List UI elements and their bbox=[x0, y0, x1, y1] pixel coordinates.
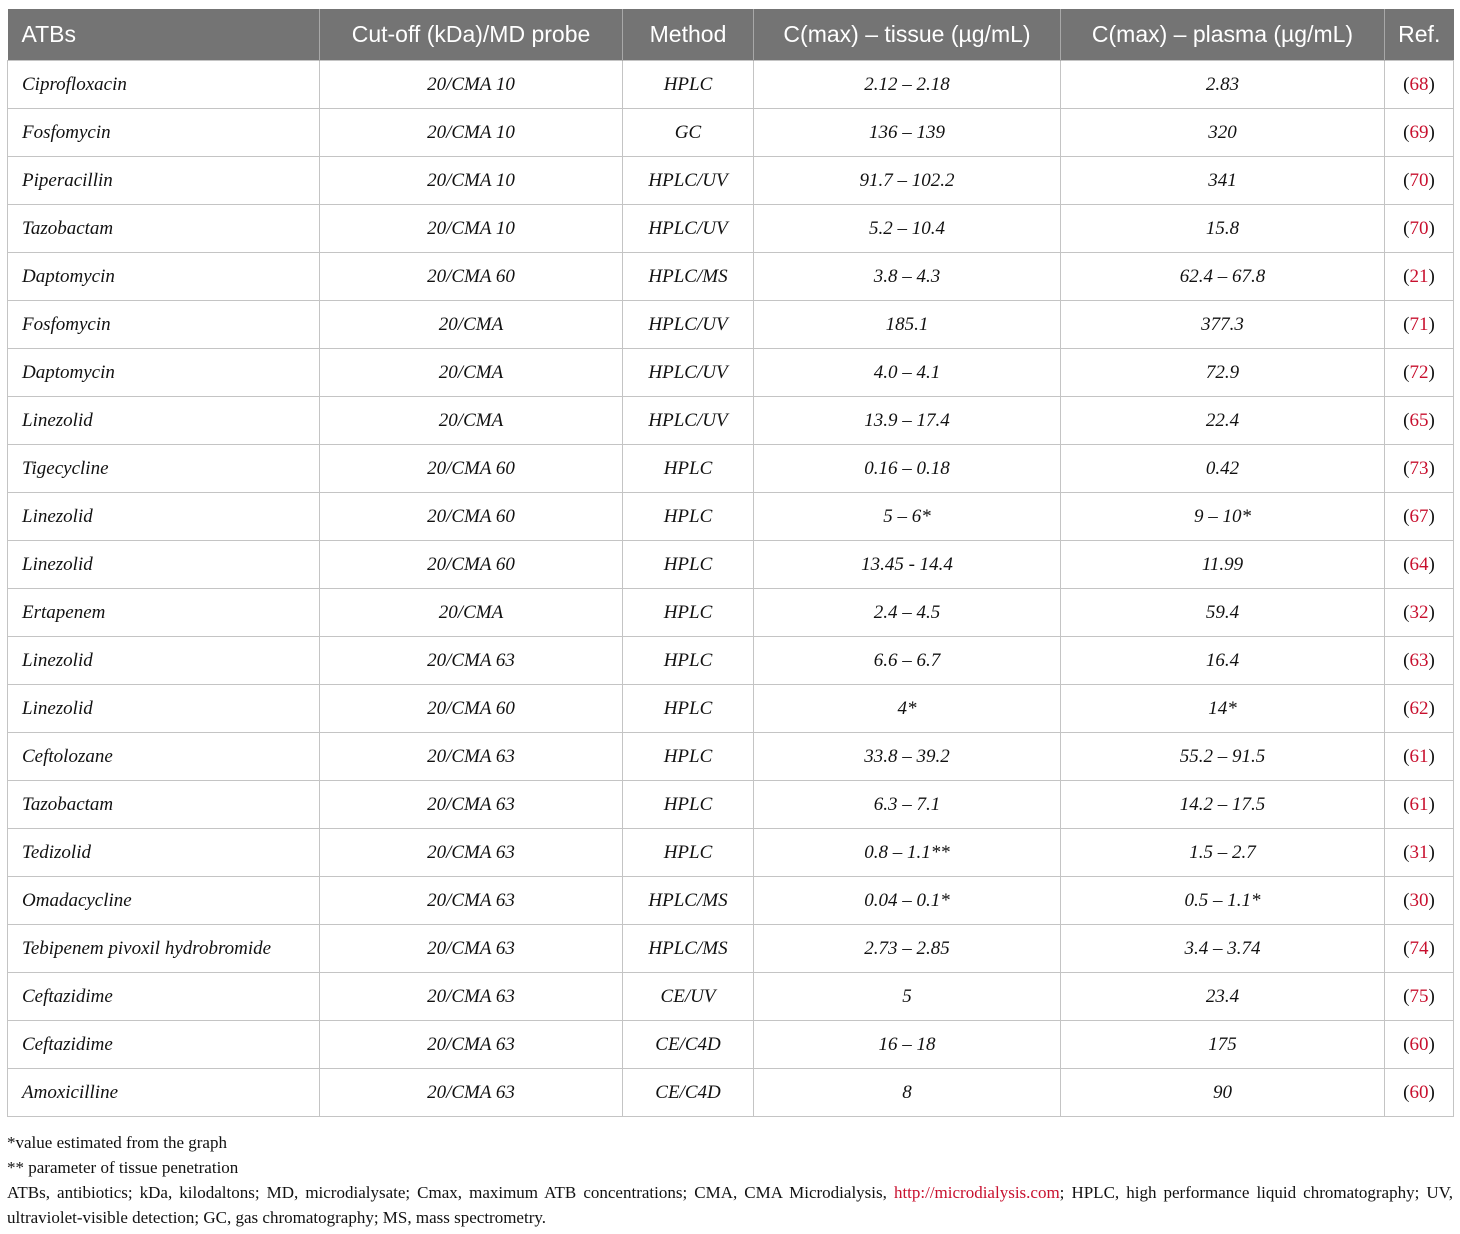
cell-atb: Ciprofloxacin bbox=[8, 61, 320, 109]
cell-cmax-tissue: 136 – 139 bbox=[754, 109, 1061, 157]
reference-link[interactable]: 31 bbox=[1409, 841, 1429, 863]
cell-cutoff-probe: 20/CMA 63 bbox=[320, 877, 623, 925]
cell-cmax-tissue: 2.73 – 2.85 bbox=[754, 925, 1061, 973]
header-cmax-tissue: C(max) – tissue (µg/mL) bbox=[754, 9, 1061, 61]
cell-atb: Linezolid bbox=[8, 685, 320, 733]
cell-ref: (30) bbox=[1385, 877, 1454, 925]
reference-link[interactable]: 64 bbox=[1409, 553, 1429, 575]
cell-cmax-tissue: 33.8 – 39.2 bbox=[754, 733, 1061, 781]
table-row bbox=[8, 733, 1454, 781]
reference-link[interactable]: 71 bbox=[1409, 313, 1429, 335]
cell-atb: Fosfomycin bbox=[8, 301, 320, 349]
cell-atb: Daptomycin bbox=[8, 253, 320, 301]
header-ref: Ref. bbox=[1385, 9, 1454, 61]
cell-ref: (75) bbox=[1385, 973, 1454, 1021]
cell-cmax-tissue: 5.2 – 10.4 bbox=[754, 205, 1061, 253]
cell-cutoff-probe: 20/CMA 60 bbox=[320, 685, 623, 733]
cell-atb: Ceftazidime bbox=[8, 1021, 320, 1069]
cell-atb: Ceftolozane bbox=[8, 733, 320, 781]
cell-method: HPLC bbox=[623, 445, 754, 493]
reference-link[interactable]: 65 bbox=[1409, 409, 1429, 431]
cell-method: HPLC/UV bbox=[623, 397, 754, 445]
cell-method: GC bbox=[623, 109, 754, 157]
cell-cmax-plasma: 59.4 bbox=[1061, 589, 1385, 637]
reference-link[interactable]: 75 bbox=[1409, 985, 1429, 1007]
reference-link[interactable]: 70 bbox=[1409, 217, 1429, 239]
cell-atb: Piperacillin bbox=[8, 157, 320, 205]
reference-link[interactable]: 67 bbox=[1409, 505, 1429, 527]
cell-ref: (61) bbox=[1385, 781, 1454, 829]
cell-cmax-tissue: 2.12 – 2.18 bbox=[754, 61, 1061, 109]
cell-atb: Tebipenem pivoxil hydrobromide bbox=[8, 925, 320, 973]
cell-cutoff-probe: 20/CMA 60 bbox=[320, 493, 623, 541]
table-row bbox=[8, 637, 1454, 685]
cell-method: CE/C4D bbox=[623, 1069, 754, 1117]
cell-method: HPLC/UV bbox=[623, 349, 754, 397]
table-row bbox=[8, 445, 1454, 493]
table-row bbox=[8, 349, 1454, 397]
cell-cmax-tissue: 13.45 - 14.4 bbox=[754, 541, 1061, 589]
abbreviations-text-end: ; HPLC, high performance liquid chromatography; UV, ultraviolet-visible detection; GC, gas chromatography; MS, mass spectrometry. bbox=[7, 1183, 1453, 1227]
cell-cmax-tissue: 4.0 – 4.1 bbox=[754, 349, 1061, 397]
cell-cmax-plasma: 14* bbox=[1061, 685, 1385, 733]
cell-method: CE/UV bbox=[623, 973, 754, 1021]
cell-cutoff-probe: 20/CMA 63 bbox=[320, 973, 623, 1021]
cell-cutoff-probe: 20/CMA bbox=[320, 301, 623, 349]
cell-method: HPLC/MS bbox=[623, 253, 754, 301]
cell-method: HPLC/MS bbox=[623, 925, 754, 973]
table-row bbox=[8, 109, 1454, 157]
cell-cmax-tissue: 2.4 – 4.5 bbox=[754, 589, 1061, 637]
cell-atb: Daptomycin bbox=[8, 349, 320, 397]
table-row bbox=[8, 253, 1454, 301]
cell-ref: (21) bbox=[1385, 253, 1454, 301]
cell-cmax-plasma: 62.4 – 67.8 bbox=[1061, 253, 1385, 301]
cell-atb: Linezolid bbox=[8, 397, 320, 445]
cell-method: HPLC bbox=[623, 493, 754, 541]
reference-link[interactable]: 69 bbox=[1409, 121, 1429, 143]
cell-atb: Tazobactam bbox=[8, 205, 320, 253]
cell-ref: (70) bbox=[1385, 157, 1454, 205]
cell-cmax-tissue: 0.8 – 1.1** bbox=[754, 829, 1061, 877]
table-row bbox=[8, 1021, 1454, 1069]
cell-ref: (60) bbox=[1385, 1069, 1454, 1117]
table-row bbox=[8, 1069, 1454, 1117]
cell-cutoff-probe: 20/CMA 10 bbox=[320, 205, 623, 253]
footnote-abbreviations bbox=[7, 1180, 1453, 1230]
cell-cutoff-probe: 20/CMA bbox=[320, 397, 623, 445]
cell-atb: Amoxicilline bbox=[8, 1069, 320, 1117]
table-row bbox=[8, 589, 1454, 637]
cell-cutoff-probe: 20/CMA 60 bbox=[320, 541, 623, 589]
header-cutoff: Cut-off (kDa)/MD probe bbox=[320, 9, 623, 61]
cell-cmax-plasma: 341 bbox=[1061, 157, 1385, 205]
table-row bbox=[8, 877, 1454, 925]
cell-method: HPLC bbox=[623, 61, 754, 109]
cell-ref: (65) bbox=[1385, 397, 1454, 445]
cell-cutoff-probe: 20/CMA 10 bbox=[320, 109, 623, 157]
cell-cmax-plasma: 2.83 bbox=[1061, 61, 1385, 109]
table-row bbox=[8, 397, 1454, 445]
cell-ref: (73) bbox=[1385, 445, 1454, 493]
abbreviations-text: ATBs, antibiotics; kDa, kilodaltons; MD, microdialysate; Cmax, maximum ATB concentrations; CMA, CMA Microdialysis, bbox=[7, 1183, 894, 1202]
cell-method: HPLC bbox=[623, 589, 754, 637]
reference-link[interactable]: 32 bbox=[1409, 601, 1429, 623]
cell-cmax-plasma: 15.8 bbox=[1061, 205, 1385, 253]
cell-cmax-plasma: 11.99 bbox=[1061, 541, 1385, 589]
cell-cutoff-probe: 20/CMA bbox=[320, 589, 623, 637]
header-cmax-plasma: C(max) – plasma (µg/mL) bbox=[1061, 9, 1385, 61]
cell-cmax-tissue: 185.1 bbox=[754, 301, 1061, 349]
reference-link[interactable]: 73 bbox=[1409, 457, 1429, 479]
cell-cmax-tissue: 4* bbox=[754, 685, 1061, 733]
cell-atb: Tazobactam bbox=[8, 781, 320, 829]
cell-method: HPLC bbox=[623, 637, 754, 685]
header-method: Method bbox=[623, 9, 754, 61]
cell-cutoff-probe: 20/CMA 10 bbox=[320, 61, 623, 109]
cell-cmax-tissue: 6.6 – 6.7 bbox=[754, 637, 1061, 685]
cell-cutoff-probe: 20/CMA 60 bbox=[320, 445, 623, 493]
reference-link[interactable]: 60 bbox=[1409, 1081, 1429, 1103]
cell-ref: (61) bbox=[1385, 733, 1454, 781]
cell-cutoff-probe: 20/CMA 63 bbox=[320, 733, 623, 781]
cell-cmax-tissue: 3.8 – 4.3 bbox=[754, 253, 1061, 301]
cell-atb: Omadacycline bbox=[8, 877, 320, 925]
cell-method: HPLC bbox=[623, 541, 754, 589]
cell-ref: (71) bbox=[1385, 301, 1454, 349]
cell-ref: (67) bbox=[1385, 493, 1454, 541]
cell-atb: Linezolid bbox=[8, 637, 320, 685]
cell-method: HPLC bbox=[623, 829, 754, 877]
cell-cmax-plasma: 9 – 10* bbox=[1061, 493, 1385, 541]
table-row bbox=[8, 973, 1454, 1021]
cell-atb: Tigecycline bbox=[8, 445, 320, 493]
cell-cmax-tissue: 6.3 – 7.1 bbox=[754, 781, 1061, 829]
cell-method: HPLC/UV bbox=[623, 157, 754, 205]
table-row bbox=[8, 301, 1454, 349]
reference-link[interactable]: 61 bbox=[1409, 793, 1429, 815]
cell-method: HPLC/UV bbox=[623, 205, 754, 253]
cell-cmax-tissue: 0.16 – 0.18 bbox=[754, 445, 1061, 493]
cell-atb: Linezolid bbox=[8, 541, 320, 589]
cell-cutoff-probe: 20/CMA 60 bbox=[320, 253, 623, 301]
cell-atb: Fosfomycin bbox=[8, 109, 320, 157]
reference-link[interactable]: 62 bbox=[1409, 697, 1429, 719]
cell-cutoff-probe: 20/CMA 10 bbox=[320, 157, 623, 205]
cell-ref: (32) bbox=[1385, 589, 1454, 637]
table-footnotes bbox=[7, 1130, 1453, 1230]
cell-cmax-plasma: 22.4 bbox=[1061, 397, 1385, 445]
cell-cmax-tissue: 5 bbox=[754, 973, 1061, 1021]
cell-cutoff-probe: 20/CMA 63 bbox=[320, 829, 623, 877]
table-row bbox=[8, 685, 1454, 733]
reference-link[interactable]: 68 bbox=[1409, 73, 1429, 95]
cell-method: CE/C4D bbox=[623, 1021, 754, 1069]
header-atbs: ATBs bbox=[8, 9, 320, 61]
table-container bbox=[7, 9, 1453, 1117]
cell-atb: Linezolid bbox=[8, 493, 320, 541]
cell-cmax-plasma: 14.2 – 17.5 bbox=[1061, 781, 1385, 829]
cell-cmax-plasma: 320 bbox=[1061, 109, 1385, 157]
cell-cmax-plasma: 377.3 bbox=[1061, 301, 1385, 349]
cell-method: HPLC bbox=[623, 733, 754, 781]
reference-link[interactable]: 60 bbox=[1409, 1033, 1429, 1055]
footnote-penetration: ** parameter of tissue penetration bbox=[7, 1158, 239, 1177]
cell-cmax-plasma: 1.5 – 2.7 bbox=[1061, 829, 1385, 877]
cell-cmax-tissue: 91.7 – 102.2 bbox=[754, 157, 1061, 205]
cell-ref: (74) bbox=[1385, 925, 1454, 973]
cell-cmax-plasma: 0.5 – 1.1* bbox=[1061, 877, 1385, 925]
reference-link[interactable]: 70 bbox=[1409, 169, 1429, 191]
cell-method: HPLC bbox=[623, 781, 754, 829]
cell-cmax-plasma: 23.4 bbox=[1061, 973, 1385, 1021]
cell-cmax-plasma: 16.4 bbox=[1061, 637, 1385, 685]
cell-cmax-plasma: 0.42 bbox=[1061, 445, 1385, 493]
cell-cutoff-probe: 20/CMA 63 bbox=[320, 1021, 623, 1069]
reference-link[interactable]: 63 bbox=[1409, 649, 1429, 671]
cell-ref: (70) bbox=[1385, 205, 1454, 253]
table-row bbox=[8, 829, 1454, 877]
cell-ref: (60) bbox=[1385, 1021, 1454, 1069]
cell-ref: (68) bbox=[1385, 61, 1454, 109]
cell-cutoff-probe: 20/CMA 63 bbox=[320, 925, 623, 973]
cell-method: HPLC/MS bbox=[623, 877, 754, 925]
cell-cmax-tissue: 13.9 – 17.4 bbox=[754, 397, 1061, 445]
cell-atb: Ertapenem bbox=[8, 589, 320, 637]
cell-cmax-plasma: 90 bbox=[1061, 1069, 1385, 1117]
footnote-estimated: *value estimated from the graph bbox=[7, 1133, 227, 1152]
reference-link[interactable]: 74 bbox=[1409, 937, 1429, 959]
cell-atb: Ceftazidime bbox=[8, 973, 320, 1021]
table-body bbox=[8, 61, 1454, 1117]
cell-cutoff-probe: 20/CMA 63 bbox=[320, 1069, 623, 1117]
reference-link[interactable]: 61 bbox=[1409, 745, 1429, 767]
cell-cmax-tissue: 8 bbox=[754, 1069, 1061, 1117]
cell-ref: (31) bbox=[1385, 829, 1454, 877]
cell-ref: (64) bbox=[1385, 541, 1454, 589]
table-row bbox=[8, 541, 1454, 589]
cell-cutoff-probe: 20/CMA 63 bbox=[320, 781, 623, 829]
cell-cmax-tissue: 5 – 6* bbox=[754, 493, 1061, 541]
cell-method: HPLC/UV bbox=[623, 301, 754, 349]
antibiotics-table bbox=[7, 9, 1454, 1117]
cell-cutoff-probe: 20/CMA bbox=[320, 349, 623, 397]
reference-link[interactable]: 21 bbox=[1409, 265, 1429, 287]
table-row bbox=[8, 493, 1454, 541]
cell-ref: (62) bbox=[1385, 685, 1454, 733]
cell-atb: Tedizolid bbox=[8, 829, 320, 877]
cell-cmax-tissue: 0.04 – 0.1* bbox=[754, 877, 1061, 925]
microdialysis-link[interactable]: http://microdialysis.com bbox=[893, 1183, 1060, 1202]
cell-ref: (69) bbox=[1385, 109, 1454, 157]
cell-ref: (72) bbox=[1385, 349, 1454, 397]
table-row bbox=[8, 205, 1454, 253]
table-row bbox=[8, 925, 1454, 973]
table-row bbox=[8, 781, 1454, 829]
cell-cutoff-probe: 20/CMA 63 bbox=[320, 637, 623, 685]
reference-link[interactable]: 30 bbox=[1409, 889, 1429, 911]
reference-link[interactable]: 72 bbox=[1409, 361, 1429, 383]
cell-method: HPLC bbox=[623, 685, 754, 733]
table-row bbox=[8, 157, 1454, 205]
cell-cmax-plasma: 3.4 – 3.74 bbox=[1061, 925, 1385, 973]
table-row bbox=[8, 61, 1454, 109]
header-row bbox=[8, 9, 1454, 61]
cell-cmax-tissue: 16 – 18 bbox=[754, 1021, 1061, 1069]
cell-cmax-plasma: 72.9 bbox=[1061, 349, 1385, 397]
cell-cmax-plasma: 55.2 – 91.5 bbox=[1061, 733, 1385, 781]
cell-ref: (63) bbox=[1385, 637, 1454, 685]
cell-cmax-plasma: 175 bbox=[1061, 1021, 1385, 1069]
